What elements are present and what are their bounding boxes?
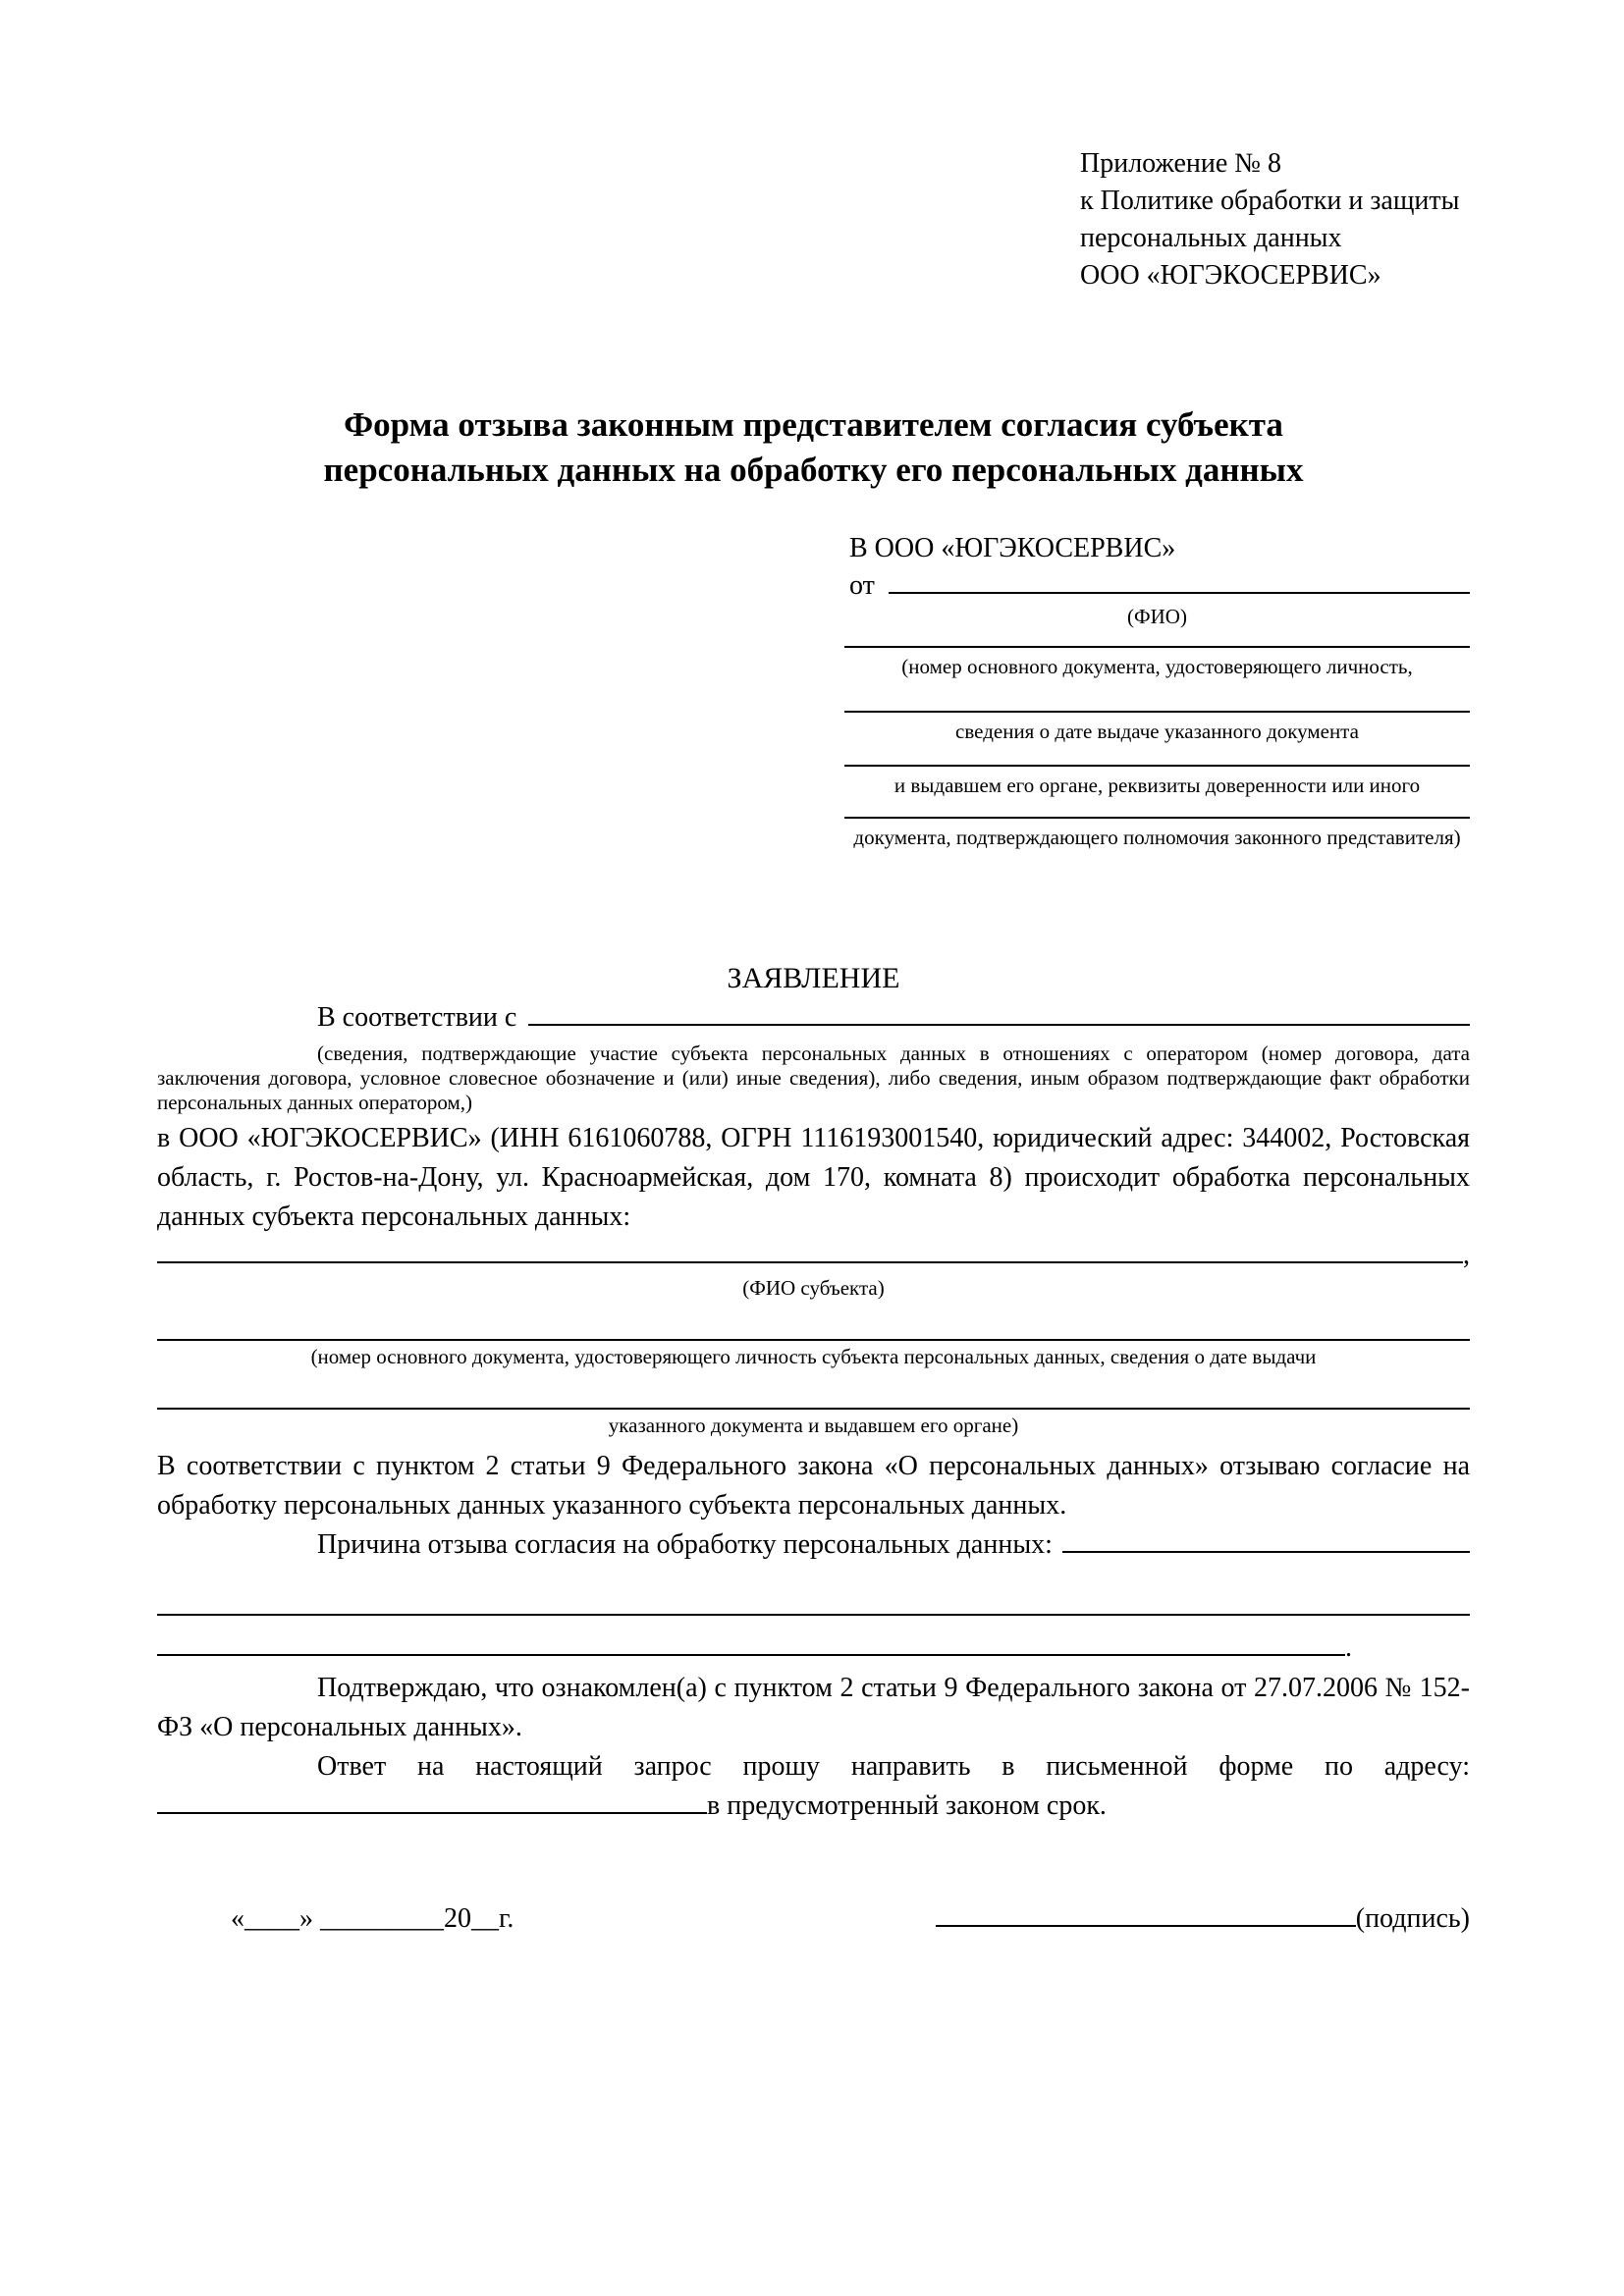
id-doc-blank[interactable] [844,646,1470,648]
annex-block [1080,145,1470,294]
id-doc-caption: (номер основного документа, удостоверяющего личность, [901,655,1413,678]
reason-blank-line[interactable] [157,1614,1470,1616]
subject-doc-caption: (номер основного документа, удостоверяющего личность субъекта персональных данных, сведения о дате выдачи [310,1345,1317,1368]
address-blank[interactable] [157,1812,707,1814]
operator-paragraph: в ООО «ЮГЭКОСЕРВИС» (ИНН 6161060788, ОГРН 1116193001540, юридический адрес: 344002, Ростовская область, г. Ростов-на-Дону, ул. Красноармейская, дом 170, комната 8) происходит обработка персональных данных субъекта персональных данных: [157,1123,1470,1232]
subject-doc-blank[interactable] [157,1339,1470,1341]
subject-doc-caption: указанного документа и выдавшем его органе) [608,1414,1019,1437]
intro-blank[interactable] [528,1024,1470,1026]
reply-paragraph: Ответ на настоящий запрос прошу направить в письменной форме по адресу: [317,1751,1470,1782]
document-title [157,402,1470,493]
id-doc-blank[interactable] [844,765,1470,767]
subject-doc-blank[interactable] [157,1408,1470,1410]
signature-blank[interactable] [936,1925,1356,1927]
subject-name-blank[interactable] [157,1261,1463,1263]
id-doc-blank[interactable] [844,817,1470,819]
title-line: Форма отзыва законным представителем согласия субъекта [344,405,1283,444]
annex-line: ООО «ЮГЭКОСЕРВИС» [1080,260,1381,291]
fio-caption: (ФИО) [1127,605,1187,628]
reason-blank[interactable] [1062,1551,1470,1553]
reason-end-period: . [1345,1632,1352,1663]
id-doc-caption: и выдавшем его органе, реквизиты доверенности или иного [893,774,1421,797]
reason-label: Причина отзыва согласия на обработку персональных данных: [317,1529,1053,1560]
recipient-name: В ООО «ЮГЭКОСЕРВИС» [849,533,1176,563]
title-line: персональных данных на обработку его персональных данных [323,451,1304,489]
subject-name-caption: (ФИО субъекта) [742,1276,885,1300]
intro-label: В соответствии с [317,1002,517,1033]
withdrawal-paragraph: В соответствии с пунктом 2 статьи 9 Федерального закона «О персональных данных» отзываю согласие на обработку персональных данных указанного субъекта персональных данных. [157,1451,1470,1521]
reply-suffix: в предусмотренный законом срок. [707,1790,1107,1821]
annex-line: Приложение № 8 [1080,148,1281,179]
signature-caption: (подпись) [1355,1903,1470,1934]
recipient-block [844,530,1470,849]
reason-blank-line[interactable] [157,1654,1345,1656]
confirm-paragraph: Подтверждаю, что ознакомлен(а) с пунктом 2 статьи 9 Федерального закона от 27.07.2006 № 152-ФЗ «О персональных данных». [157,1673,1470,1742]
from-name-blank[interactable] [889,592,1470,594]
id-doc-caption: документа, подтверждающего полномочия законного представителя) [853,826,1461,849]
intro-note: (сведения, подтверждающие участие субъекта персональных данных в отношениях с оператором (номер договора, дата заключения договора, условное словесное обозначение и (или) иные сведения), либо сведения, иным образом подтверждающие факт обработки персональных данных оператором,) [157,1041,1470,1114]
annex-line: к Политике обработки и защиты [1080,186,1460,216]
statement-heading: ЗАЯВЛЕНИЕ [727,962,900,994]
id-doc-blank[interactable] [844,711,1470,713]
subject-comma: , [1463,1240,1470,1270]
date-field[interactable]: «____» _________20__г. [231,1903,514,1934]
from-label: от [849,570,875,601]
id-doc-caption: сведения о дате выдаче указанного документа [955,720,1359,743]
annex-line: персональных данных [1080,223,1342,253]
